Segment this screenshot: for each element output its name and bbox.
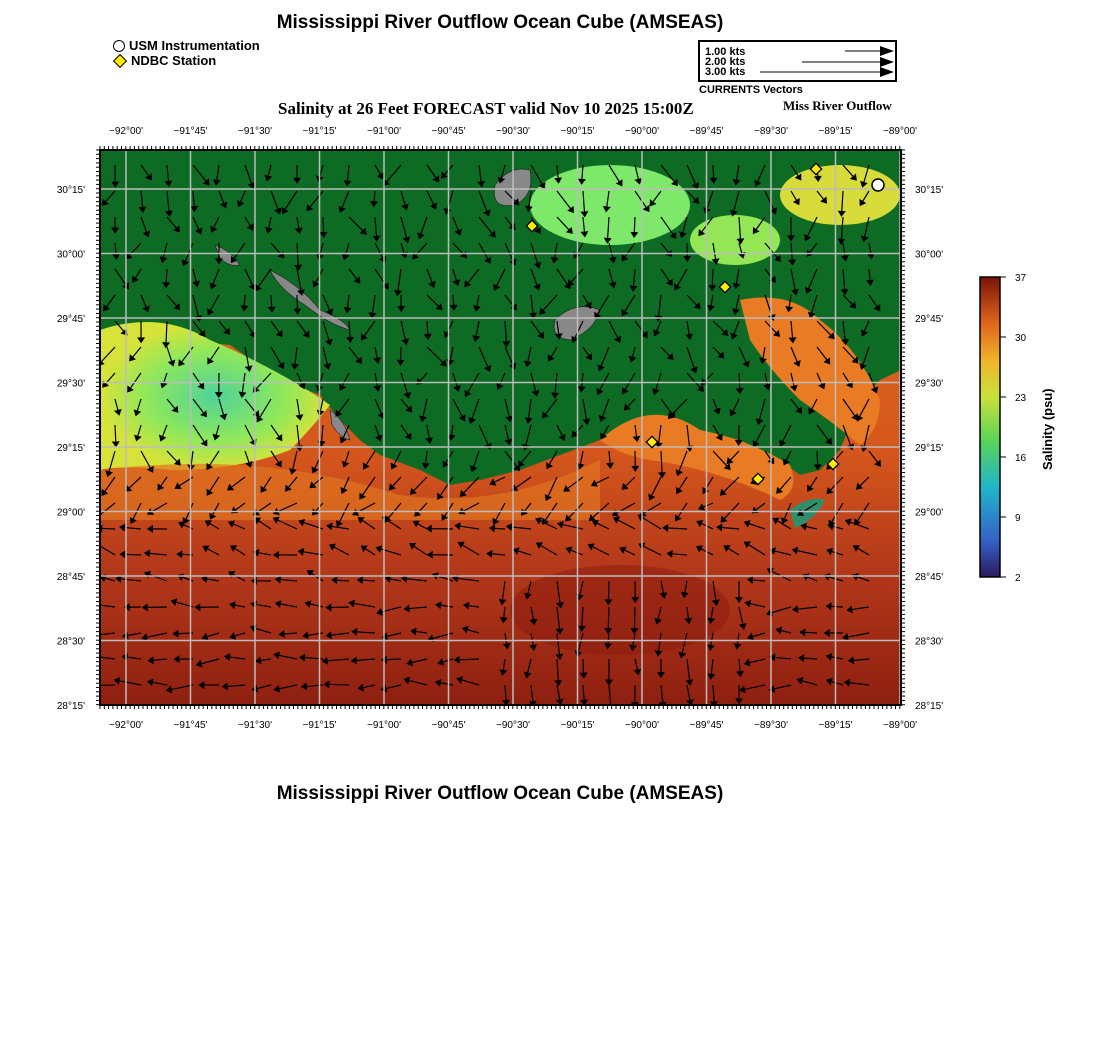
colorbar-tick-label: 37 — [1015, 273, 1027, 284]
lon-label: −90°30' — [496, 720, 530, 731]
lat-label: 29°15' — [915, 443, 944, 454]
colorbar-tick-label: 16 — [1015, 453, 1027, 464]
vector-scale-2: 2.00 kts — [705, 56, 746, 68]
lat-label: 29°45' — [915, 314, 944, 325]
map-title: Mississippi River Outflow Ocean Cube (AMSEAS) — [276, 12, 724, 33]
current-vector — [182, 554, 193, 555]
current-vector — [387, 659, 401, 660]
lat-label: 29°00' — [56, 507, 85, 519]
lat-label: 29°15' — [56, 443, 85, 454]
lon-labels-bottom — [109, 720, 917, 731]
lat-label: 30°00' — [915, 249, 944, 261]
lat-label: 29°45' — [56, 314, 85, 325]
vector-scale-3: 3.00 kts — [705, 66, 746, 78]
lon-label: −90°00' — [625, 126, 659, 137]
current-vector — [125, 554, 141, 555]
lat-label: 28°45' — [915, 572, 944, 583]
lat-labels-right — [915, 185, 943, 712]
current-vector — [115, 425, 116, 441]
lon-label: −92°00' — [109, 720, 143, 731]
lat-label: 29°30' — [915, 378, 944, 390]
lon-label: −91°30' — [238, 126, 272, 137]
lat-label: 29°30' — [56, 378, 85, 390]
lat-label: 30°15' — [915, 185, 944, 196]
lon-label: −89°30' — [754, 126, 788, 137]
lon-label: −90°00' — [625, 720, 659, 731]
current-vector — [831, 606, 843, 607]
lon-label: −91°00' — [367, 126, 401, 137]
colorbar-label: Salinity (psu) — [1040, 388, 1055, 470]
current-vector — [495, 528, 505, 529]
vector-scale-1: 1.00 kts — [705, 46, 746, 58]
current-vector — [337, 580, 349, 581]
current-vector — [329, 684, 349, 685]
lat-labels-left — [57, 185, 85, 712]
colorbar-tick-label: 30 — [1015, 333, 1027, 344]
lon-label: −90°30' — [496, 126, 530, 137]
current-vector — [453, 295, 454, 305]
current-vector-head — [607, 706, 615, 712]
region-label: Miss River Outflow — [783, 98, 892, 113]
current-vector — [102, 528, 115, 529]
vectors-caption: CURRENTS Vectors — [699, 84, 803, 96]
lon-label: −91°45' — [173, 720, 208, 731]
lon-label: −89°30' — [754, 720, 788, 731]
lon-label: −89°00' — [883, 720, 917, 731]
current-vector — [271, 295, 272, 307]
current-vector — [713, 165, 714, 178]
lon-labels-top — [109, 126, 917, 137]
current-vector — [323, 217, 324, 232]
lat-label: 30°15' — [56, 185, 85, 196]
lat-label: 28°15' — [915, 701, 944, 712]
lat-label: 28°15' — [56, 701, 85, 712]
lat-label: 28°30' — [915, 636, 944, 648]
current-vector — [460, 659, 479, 660]
lon-label: −89°45' — [689, 126, 724, 137]
lon-label: −89°00' — [883, 126, 917, 137]
lon-label: −89°45' — [689, 720, 724, 731]
lon-label: −89°15' — [818, 126, 853, 137]
lon-label: −92°00' — [109, 126, 143, 137]
usm-station[interactable] — [872, 179, 884, 191]
current-vector — [634, 217, 635, 232]
lat-label: 29°00' — [915, 507, 944, 519]
current-vector — [608, 607, 609, 628]
ndbc-legend-label: NDBC Station — [131, 53, 217, 68]
current-vector-head — [88, 600, 94, 608]
colorbar — [980, 277, 1000, 577]
lon-label: −90°15' — [560, 126, 595, 137]
lon-label: −91°45' — [173, 126, 208, 137]
lon-label: −90°45' — [431, 126, 466, 137]
lon-label: −91°00' — [367, 720, 401, 731]
current-vector — [805, 632, 817, 633]
colorbar-tick-label: 23 — [1015, 393, 1027, 404]
colorbar-tick-label: 9 — [1015, 513, 1021, 524]
current-vector — [166, 269, 167, 282]
colorbar-tick-label: 2 — [1015, 573, 1021, 584]
lon-label: −90°45' — [431, 720, 466, 731]
lon-label: −91°15' — [302, 126, 337, 137]
lat-label: 30°00' — [56, 249, 85, 261]
current-vector — [712, 269, 713, 285]
lon-label: −91°30' — [238, 720, 272, 731]
lat-label: 28°30' — [56, 636, 85, 648]
map-subtitle: Salinity at 26 Feet FORECAST valid Nov 10 2025 15:00Z — [278, 99, 694, 118]
current-vector — [583, 659, 584, 673]
lon-label: −90°15' — [560, 720, 595, 731]
lat-label: 28°45' — [56, 572, 85, 583]
current-vector — [817, 451, 818, 464]
usm-legend-label: USM Instrumentation — [129, 38, 260, 53]
current-vector — [244, 295, 245, 306]
lon-label: −89°15' — [818, 720, 853, 731]
map-field — [88, 150, 901, 713]
lon-label: −91°15' — [302, 720, 337, 731]
current-vector — [608, 581, 609, 599]
current-vector — [427, 321, 428, 334]
current-vector — [634, 607, 635, 628]
current-vector — [739, 373, 740, 388]
current-vector-head — [88, 631, 94, 639]
map-title-repeat: Mississippi River Outflow Ocean Cube (AMSEAS) — [276, 783, 724, 804]
colorbar-ticks — [1000, 273, 1027, 584]
